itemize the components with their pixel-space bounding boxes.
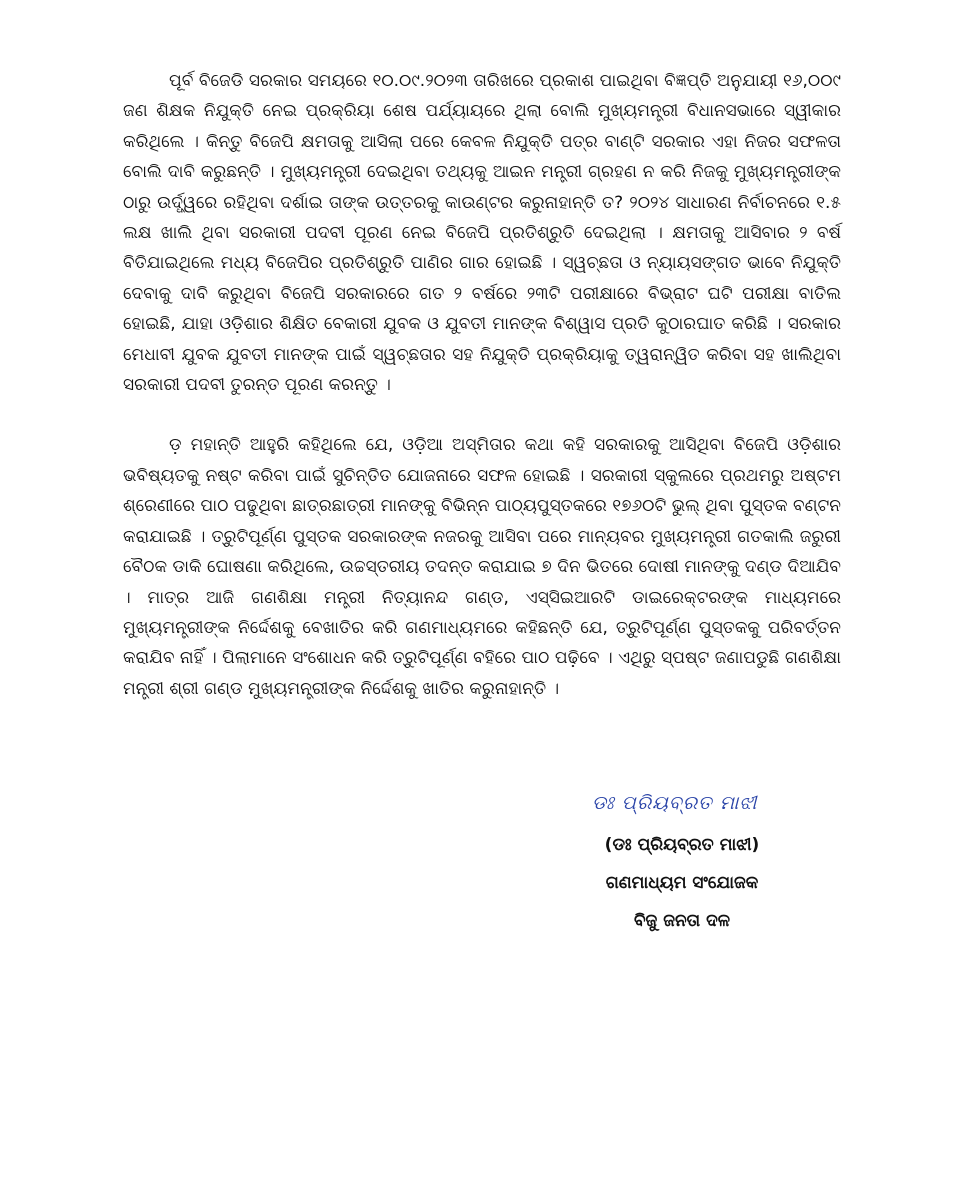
paragraph-textbooks: ଡ଼ ମହାନ୍ତି ଆହୁରି କହିଥିଲେ ଯେ, ଓଡ଼ିଆ ଅସ୍ମିତାର କଥା କହି ସରକାରକୁ ଆସିଥିବା ବିଜେପି ଓଡ଼ିଶାର ଭବିଷ୍ୟତକୁ ନଷ୍ଟ କରିବା ପାଇଁ ସୁଚିନ୍ତିତ ଯୋଜନାରେ ସଫଳ ହୋଇଛି । ସରକାରୀ ସ୍କୁଲରେ ପ୍ରଥମରୁ ଅଷ୍ଟମ ଶ୍ରେଣୀରେ ପାଠ ପଢୁଥିବା ଛାତ୍ରଛାତ୍ରୀ ମାନଙ୍କୁ ବିଭିନ୍ନ ପାଠ୍ୟପୁସ୍ତକରେ ୧୭୬୦ଟି ଭୁଲ୍ ଥିବା ପୁସ୍ତକ ବଣ୍ଟନ କରାଯାଇଛି । ତ୍ରୁଟିପୂର୍ଣ୍ଣ ପୁସ୍ତକ ସରକାରଙ୍କ ନଜରକୁ ଆସିବା ପରେ ମାନ୍ୟବର ମୁଖ୍ୟମନ୍ତ୍ରୀ ଗତକାଲି ଜରୁରୀ ବୈଠକ ଡାକି ଘୋଷଣା କରିଥିଲେ, ଉଚ୍ଚସ୍ତରୀୟ ତଦନ୍ତ କରାଯାଇ ୭ ଦିନ ଭିତରେ ଦୋଷୀ ମାନଙ୍କୁ ଦଣ୍ଡ ଦିଆଯିବ । ମାତ୍ର ଆଜି ଗଣଶିକ୍ଷା ମନ୍ତ୍ରୀ ନିତ୍ୟାନନ୍ଦ ଗଣ୍ଡ, ଏସ୍‌ସିଇଆରଟି ଡାଇରେକ୍ଟରଙ୍କ ମାଧ୍ୟମରେ ମୁଖ୍ୟମନ୍ତ୍ରୀଙ୍କ ନିର୍ଦ୍ଦେଶକୁ ବେଖାତିର କରି ଗଣମାଧ୍ୟମରେ କହିଛନ୍ତି ଯେ, ତ୍ରୁଟିପୂର୍ଣ୍ଣ ପୁସ୍ତକକୁ ପରିବର୍ତ୍ତନ କରାଯିବ ନାହିଁ । ପିଲାମାନେ ସଂଶୋଧନ କରି ତ୍ରୁଟିପୂର୍ଣ୍ଣ ବହିରେ ପାଠ ପଢ଼ିବେ । ଏଥିରୁ ସ୍ପଷ୍ଟ ଜଣାପଡୁଛି ଗଣଶିକ୍ଷା ମନ୍ତ୍ରୀ ଶ୍ରୀ ଗଣ୍ଡ ମୁଖ୍ୟମନ୍ତ୍ରୀଙ୍କ ନିର୍ଦ୍ଦେଶକୁ ଖାତିର କରୁନାହାନ୍ତି । xyxy=(123,435,841,699)
handwritten-signature: ଡଃ ପ୍ରିୟବ୍ରତ ମାଝୀ xyxy=(592,792,758,814)
signatory-designation: ଗଣମାଧ୍ୟମ ସଂଯୋଜକ xyxy=(605,873,759,893)
signatory-name: (ଡଃ ପ୍ରିୟବ୍ରତ ମାଝୀ) xyxy=(604,835,760,855)
signatory-block xyxy=(552,826,812,940)
signatory-organization: ବିଜୁ ଜନତା ଦଳ xyxy=(633,911,731,931)
document-body xyxy=(123,66,841,704)
paragraph-recruitment: ପୂର୍ବ ବିଜେଡି ସରକାର ସମୟରେ ୧୦.୦୯.୨୦୨୩ ତାରିଖରେ ପ୍ରକାଶ ପାଇଥିବା ବିଜ୍ଞପ୍ତି ଅନୁଯାୟୀ ୧୬,୦୦୯ ଜଣ ଶିକ୍ଷକ ନିଯୁକ୍ତି ନେଇ ପ୍ରକ୍ରିୟା ଶେଷ ପର୍ଯ୍ୟାୟରେ ଥିଲା ବୋଲି ମୁଖ୍ୟମନ୍ତ୍ରୀ ବିଧାନସଭାରେ ସ୍ୱୀକାର କରିଥିଲେ । କିନ୍ତୁ ବିଜେପି କ୍ଷମତାକୁ ଆସିଲା ପରେ କେବଳ ନିଯୁକ୍ତି ପତ୍ର ବାଣ୍ଟି ସରକାର ଏହା ନିଜର ସଫଳତା ବୋଲି ଦାବି କରୁଛନ୍ତି । ମୁଖ୍ୟମନ୍ତ୍ରୀ ଦେଇଥିବା ତଥ୍ୟକୁ ଆଇନ ମନ୍ତ୍ରୀ ଗ୍ରହଣ ନ କରି ନିଜକୁ ମୁଖ୍ୟମନ୍ତ୍ରୀଙ୍କ ଠାରୁ ଉର୍ଦ୍ଧ୍ୱରେ ରହିଥିବା ଦର୍ଶାଇ ତାଙ୍କ ଉତ୍ତରକୁ କାଉଣ୍ଟର କରୁନାହାନ୍ତି ତ? ୨୦୨୪ ସାଧାରଣ ନିର୍ବାଚନରେ ୧.୫ ଲକ୍ଷ ଖାଲି ଥିବା ସରକାରୀ ପଦବୀ ପୂରଣ ନେଇ ବିଜେପି ପ୍ରତିଶ୍ରୁତି ଦେଇଥିଲା । କ୍ଷମତାକୁ ଆସିବାର ୨ ବର୍ଷ ବିତିଯାଇଥିଲେ ମଧ୍ୟ ବିଜେପିର ପ୍ରତିଶ୍ରୁତି ପାଣିର ଗାର ହୋଇଛି । ସ୍ୱଚ୍ଛତା ଓ ନ୍ୟାୟସଙ୍ଗତ ଭାବେ ନିଯୁକ୍ତି ଦେବାକୁ ଦାବି କରୁଥିବା ବିଜେପି ସରକାରରେ ଗତ ୨ ବର୍ଷରେ ୨୩ଟି ପରୀକ୍ଷାରେ ବିଭ୍ରାଟ ଘଟି ପରୀକ୍ଷା ବାତିଲ ହୋଇଛି, ଯାହା ଓଡ଼ିଶାର ଶିକ୍ଷିତ ବେକାରୀ ଯୁବକ ଓ ଯୁବତୀ ମାନଙ୍କ ବିଶ୍ୱାସ ପ୍ରତି କୁଠାରଘାତ କରିଛି । ସରକାର ମେଧାବୀ ଯୁବକ ଯୁବତୀ ମାନଙ୍କ ପାଇଁ ସ୍ୱଚ୍ଛତାର ସହ ନିଯୁକ୍ତି ପ୍ରକ୍ରିୟାକୁ ତ୍ୱରାନ୍ୱିତ କରିବା ସହ ଖାଲିଥିବା ସରକାରୀ ପଦବୀ ତୁରନ୍ତ ପୂରଣ କରନ୍ତୁ । xyxy=(123,71,841,396)
